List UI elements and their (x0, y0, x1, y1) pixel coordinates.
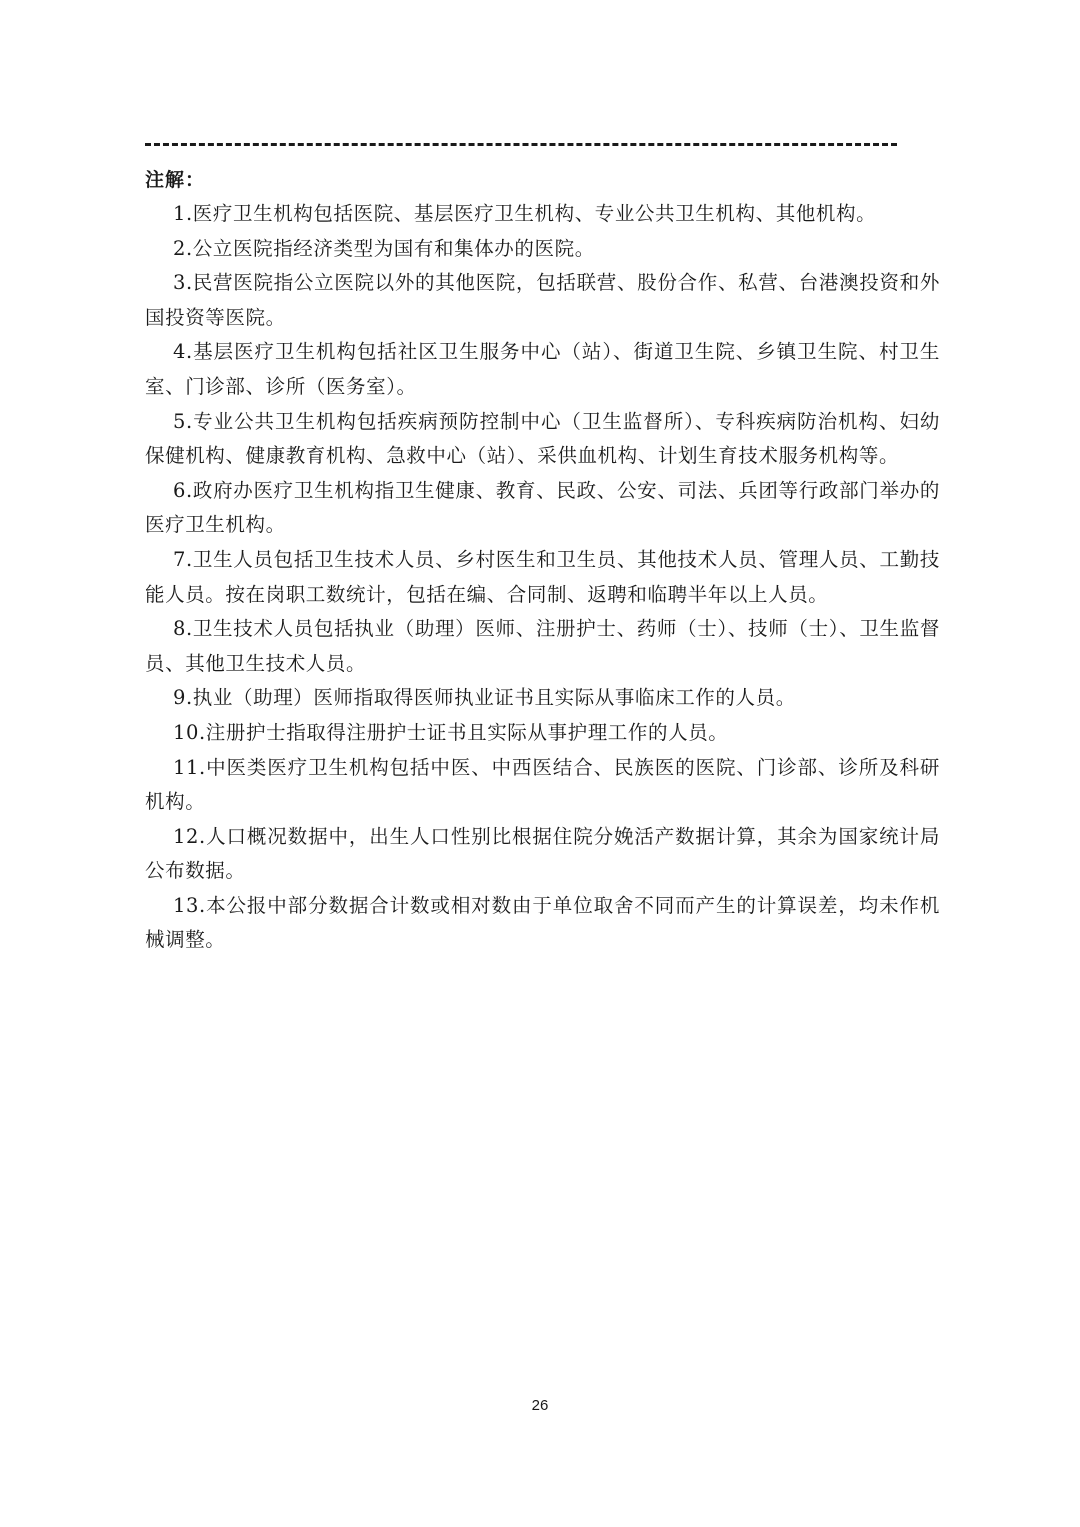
notes-heading: 注解： (145, 169, 206, 191)
note-item: 5.专业公共卫生机构包括疾病预防控制中心（卫生监督所）、专科疾病防治机构、妇幼保健机构、健康教育机构、急救中心（站）、采供血机构、计划生育技术服务机构等。 (145, 409, 940, 468)
note-item: 11.中医类医疗卫生机构包括中医、中西医结合、民族医的医院、门诊部、诊所及科研机构。 (145, 755, 940, 814)
note-item: 4.基层医疗卫生机构包括社区卫生服务中心（站）、街道卫生院、乡镇卫生院、村卫生室、门诊部、诊所（医务室）。 (145, 340, 940, 398)
note-item: 6.政府办医疗卫生机构指卫生健康、教育、民政、公安、司法、兵团等行政部门举办的医疗卫生机构。 (145, 478, 940, 537)
note-item: 2.公立医院指经济类型为国有和集体办的医院。 (173, 236, 595, 260)
note-item: 1.医疗卫生机构包括医院、基层医疗卫生机构、专业公共卫生机构、其他机构。 (173, 202, 877, 225)
note-item: 10.注册护士指取得注册护士证书且实际从事护理工作的人员。 (173, 720, 729, 744)
dashed-separator (145, 143, 897, 146)
note-item: 9.执业（助理）医师指取得医师执业证书且实际从事临床工作的人员。 (173, 686, 796, 710)
note-item: 13.本公报中部分数据合计数或相对数由于单位取舍不同而产生的计算误差，均未作机械调整。 (145, 893, 940, 952)
notes-list (145, 197, 940, 958)
note-item: 3.民营医院指公立医院以外的其他医院，包括联营、股份合作、私营、台港澳投资和外国投资等医院。 (145, 271, 940, 329)
page-number: 26 (531, 1397, 549, 1414)
note-item: 7.卫生人员包括卫生技术人员、乡村医生和卫生员、其他技术人员、管理人员、工勤技能人员。按在岗职工数统计，包括在编、合同制、返聘和临聘半年以上人员。 (145, 547, 940, 606)
note-item: 8.卫生技术人员包括执业（助理）医师、注册护士、药师（士）、技师（士）、卫生监督员、其他卫生技术人员。 (145, 617, 940, 675)
note-item: 12.人口概况数据中，出生人口性别比根据住院分娩活产数据计算，其余为国家统计局公布数据。 (145, 824, 940, 883)
